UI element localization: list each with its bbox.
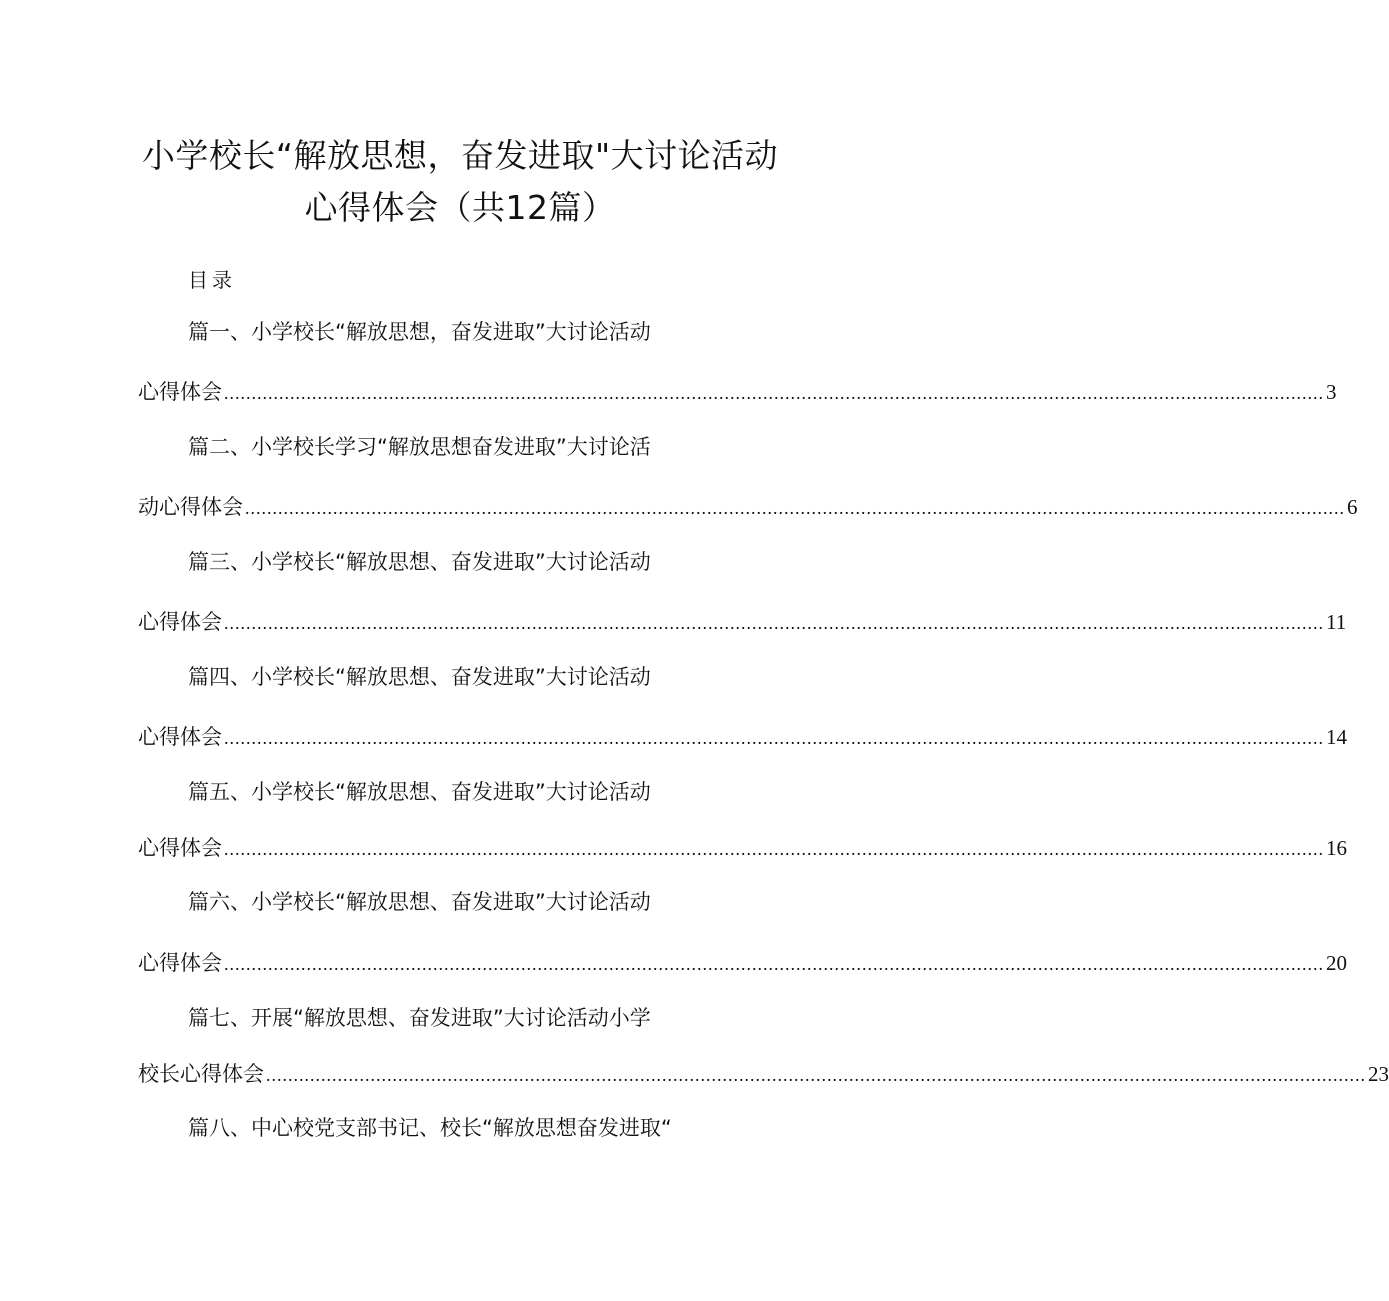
toc-entry-8-line-1[interactable]: 篇八、中心校党支部书记、校长“解放思想奋发进取“: [188, 1116, 672, 1140]
toc-entry-5-line-2[interactable]: [138, 833, 1347, 864]
toc-entry-6-text: 心得体会: [138, 951, 222, 975]
toc-entry-3-line-1[interactable]: 篇三、小学校长“解放思想、奋发进取”大讨论活动: [188, 550, 651, 574]
toc-entry-3-text: 心得体会: [138, 610, 222, 634]
document-title-line-1: 小学校长“解放思想，奋发进取"大讨论活动: [141, 136, 779, 175]
toc-entry-1-text: 心得体会: [138, 380, 222, 404]
toc-entry-7-line-1[interactable]: 篇七、开展“解放思想、奋发进取”大讨论活动小学: [188, 1006, 651, 1030]
toc-entry-5-line-1[interactable]: 篇五、小学校长“解放思想、奋发进取”大讨论活动: [188, 780, 651, 804]
toc-entry-7-text: 校长心得体会: [138, 1062, 264, 1086]
toc-entry-6-leader: ........................................................................................................................................................................................................: [224, 954, 1324, 974]
toc-entry-1-page: 3: [1326, 380, 1337, 404]
toc-entry-4-page: 14: [1326, 725, 1347, 749]
toc-entry-1-line-2[interactable]: [138, 377, 1337, 408]
document-title-line-2: 心得体会（共12篇）: [304, 188, 616, 227]
toc-entry-2-page: 6: [1347, 495, 1358, 519]
toc-entry-5-text: 心得体会: [138, 836, 222, 860]
toc-heading: 目录: [188, 268, 236, 292]
toc-entry-5-page: 16: [1326, 836, 1347, 860]
toc-entry-3-line-2[interactable]: [138, 607, 1347, 638]
toc-entry-6-page: 20: [1326, 951, 1347, 975]
toc-entry-4-leader: ........................................................................................................................................................................................................: [224, 728, 1324, 748]
toc-entry-4-line-1[interactable]: 篇四、小学校长“解放思想、奋发进取”大讨论活动: [188, 665, 651, 689]
toc-entry-1-leader: ........................................................................................................................................................................................................: [224, 383, 1324, 403]
toc-entry-2-line-2[interactable]: [138, 492, 1358, 523]
toc-entry-2-leader: ........................................................................................................................................................................................................: [245, 498, 1345, 518]
toc-entry-3-page: 11: [1326, 610, 1347, 634]
toc-entry-6-line-1[interactable]: 篇六、小学校长“解放思想、奋发进取”大讨论活动: [188, 890, 651, 914]
toc-entry-1-line-1[interactable]: 篇一、小学校长“解放思想，奋发进取”大讨论活动: [188, 320, 651, 344]
toc-entry-5-leader: ........................................................................................................................................................................................................: [224, 839, 1324, 859]
toc-entry-2-text: 动心得体会: [138, 495, 243, 519]
toc-entry-7-page: 23: [1368, 1062, 1389, 1086]
toc-entry-4-text: 心得体会: [138, 725, 222, 749]
toc-entry-7-line-2[interactable]: [138, 1059, 1389, 1090]
toc-entry-2-line-1[interactable]: 篇二、小学校长学习“解放思想奋发进取”大讨论活: [188, 435, 651, 459]
toc-entry-3-leader: ........................................................................................................................................................................................................: [224, 613, 1324, 633]
toc-entry-6-line-2[interactable]: [138, 948, 1347, 979]
toc-entry-7-leader: ........................................................................................................................................................................................................: [266, 1065, 1366, 1085]
toc-entry-4-line-2[interactable]: [138, 722, 1347, 753]
